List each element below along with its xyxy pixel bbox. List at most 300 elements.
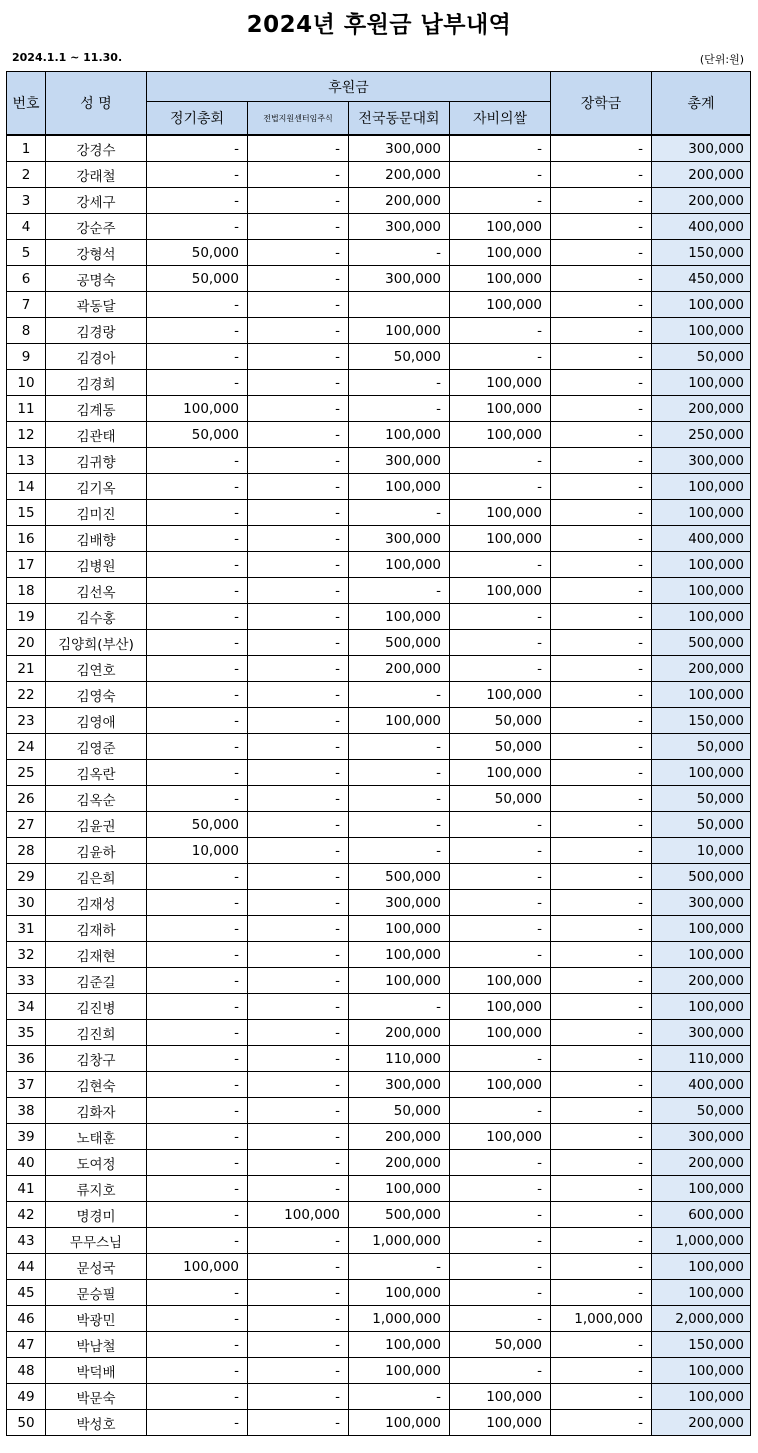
table-row (7, 188, 751, 214)
mercy-rice-amount: 100,000 (450, 994, 551, 1020)
total-amount: 100,000 (652, 604, 751, 630)
dharma-center-amount: - (248, 422, 349, 448)
donor-name: 김양희(부산) (46, 630, 147, 656)
alumni-meeting-amount: - (349, 500, 450, 526)
total-amount: 100,000 (652, 318, 751, 344)
scholarship-amount: - (551, 292, 652, 318)
donor-name: 문성국 (46, 1254, 147, 1280)
row-number: 28 (7, 838, 46, 864)
table-row (7, 1358, 751, 1384)
row-number: 27 (7, 812, 46, 838)
table-row (7, 1098, 751, 1124)
total-amount: 10,000 (652, 838, 751, 864)
dharma-center-amount: - (248, 734, 349, 760)
mercy-rice-amount: 100,000 (450, 578, 551, 604)
header-total: 총계 (652, 72, 751, 136)
donor-name: 김은희 (46, 864, 147, 890)
dharma-center-amount: - (248, 1254, 349, 1280)
total-amount: 1,000,000 (652, 1228, 751, 1254)
mercy-rice-amount: 100,000 (450, 1384, 551, 1410)
dharma-center-amount: - (248, 1124, 349, 1150)
total-amount: 500,000 (652, 864, 751, 890)
regular-meeting-amount: - (147, 370, 248, 396)
scholarship-amount: - (551, 656, 652, 682)
total-amount: 200,000 (652, 396, 751, 422)
mercy-rice-amount: - (450, 1202, 551, 1228)
total-amount: 400,000 (652, 214, 751, 240)
table-row (7, 370, 751, 396)
mercy-rice-amount: 100,000 (450, 968, 551, 994)
table-row (7, 292, 751, 318)
total-amount: 100,000 (652, 552, 751, 578)
mercy-rice-amount: - (450, 344, 551, 370)
alumni-meeting-amount: - (349, 1384, 450, 1410)
dharma-center-amount: - (248, 630, 349, 656)
mercy-rice-amount: - (450, 1098, 551, 1124)
row-number: 10 (7, 370, 46, 396)
alumni-meeting-amount: 200,000 (349, 1150, 450, 1176)
mercy-rice-amount: - (450, 188, 551, 214)
scholarship-amount: - (551, 240, 652, 266)
total-amount: 400,000 (652, 526, 751, 552)
total-amount: 100,000 (652, 474, 751, 500)
alumni-meeting-amount: 300,000 (349, 526, 450, 552)
regular-meeting-amount: 50,000 (147, 422, 248, 448)
scholarship-amount: - (551, 448, 652, 474)
alumni-meeting-amount: - (349, 1254, 450, 1280)
donor-name: 강순주 (46, 214, 147, 240)
alumni-meeting-amount: 50,000 (349, 1098, 450, 1124)
alumni-meeting-amount: 500,000 (349, 630, 450, 656)
dharma-center-amount: - (248, 1046, 349, 1072)
scholarship-amount: - (551, 1254, 652, 1280)
scholarship-amount: - (551, 630, 652, 656)
regular-meeting-amount: - (147, 292, 248, 318)
mercy-rice-amount: 100,000 (450, 1020, 551, 1046)
total-amount: 2,000,000 (652, 1306, 751, 1332)
donor-name: 김영준 (46, 734, 147, 760)
row-number: 7 (7, 292, 46, 318)
row-number: 31 (7, 916, 46, 942)
table-row (7, 812, 751, 838)
donor-name: 강형석 (46, 240, 147, 266)
donor-name: 류지호 (46, 1176, 147, 1202)
regular-meeting-amount: - (147, 500, 248, 526)
alumni-meeting-amount: 200,000 (349, 188, 450, 214)
table-row (7, 214, 751, 240)
mercy-rice-amount: 100,000 (450, 422, 551, 448)
alumni-meeting-amount: 1,000,000 (349, 1228, 450, 1254)
donor-name: 김연호 (46, 656, 147, 682)
table-row (7, 656, 751, 682)
scholarship-amount: - (551, 214, 652, 240)
row-number: 45 (7, 1280, 46, 1306)
row-number: 17 (7, 552, 46, 578)
alumni-meeting-amount: 100,000 (349, 604, 450, 630)
regular-meeting-amount: - (147, 864, 248, 890)
alumni-meeting-amount: 200,000 (349, 1124, 450, 1150)
scholarship-amount: - (551, 135, 652, 162)
total-amount: 110,000 (652, 1046, 751, 1072)
regular-meeting-amount: - (147, 1306, 248, 1332)
row-number: 20 (7, 630, 46, 656)
row-number: 11 (7, 396, 46, 422)
table-row (7, 1280, 751, 1306)
table-row (7, 604, 751, 630)
donor-name: 강래철 (46, 162, 147, 188)
row-number: 43 (7, 1228, 46, 1254)
total-amount: 100,000 (652, 1176, 751, 1202)
dharma-center-amount: - (248, 214, 349, 240)
alumni-meeting-amount: 300,000 (349, 1072, 450, 1098)
dharma-center-amount: - (248, 994, 349, 1020)
dharma-center-amount: - (248, 1072, 349, 1098)
row-number: 42 (7, 1202, 46, 1228)
total-amount: 200,000 (652, 968, 751, 994)
dharma-center-amount: - (248, 1176, 349, 1202)
scholarship-amount: - (551, 1358, 652, 1384)
mercy-rice-amount: 100,000 (450, 1410, 551, 1436)
table-row (7, 1176, 751, 1202)
table-row (7, 1410, 751, 1436)
mercy-rice-amount: - (450, 1176, 551, 1202)
donor-name: 김배향 (46, 526, 147, 552)
scholarship-amount: - (551, 890, 652, 916)
regular-meeting-amount: - (147, 916, 248, 942)
donor-name: 김창구 (46, 1046, 147, 1072)
scholarship-amount: - (551, 734, 652, 760)
regular-meeting-amount: - (147, 760, 248, 786)
mercy-rice-amount: - (450, 812, 551, 838)
alumni-meeting-amount: - (349, 838, 450, 864)
mercy-rice-amount: - (450, 916, 551, 942)
dharma-center-amount: - (248, 1280, 349, 1306)
table-header (7, 72, 751, 136)
total-amount: 200,000 (652, 656, 751, 682)
scholarship-amount: - (551, 1280, 652, 1306)
alumni-meeting-amount: 100,000 (349, 1410, 450, 1436)
table-row (7, 994, 751, 1020)
regular-meeting-amount: 10,000 (147, 838, 248, 864)
alumni-meeting-amount: 500,000 (349, 864, 450, 890)
dharma-center-amount: - (248, 474, 349, 500)
row-number: 8 (7, 318, 46, 344)
row-number: 33 (7, 968, 46, 994)
mercy-rice-amount: - (450, 890, 551, 916)
donor-name: 명경미 (46, 1202, 147, 1228)
table-row (7, 1254, 751, 1280)
row-number: 49 (7, 1384, 46, 1410)
donor-name: 곽동달 (46, 292, 147, 318)
mercy-rice-amount: - (450, 864, 551, 890)
alumni-meeting-amount: 300,000 (349, 266, 450, 292)
header-name: 성 명 (46, 72, 147, 136)
mercy-rice-amount: 50,000 (450, 708, 551, 734)
table-row (7, 1202, 751, 1228)
regular-meeting-amount: - (147, 734, 248, 760)
row-number: 21 (7, 656, 46, 682)
scholarship-amount: - (551, 1410, 652, 1436)
mercy-rice-amount: - (450, 604, 551, 630)
dharma-center-amount: - (248, 942, 349, 968)
row-number: 16 (7, 526, 46, 552)
total-amount: 100,000 (652, 578, 751, 604)
dharma-center-amount: - (248, 396, 349, 422)
total-amount: 100,000 (652, 1358, 751, 1384)
table-row (7, 786, 751, 812)
table-row (7, 968, 751, 994)
donor-name: 도여정 (46, 1150, 147, 1176)
dharma-center-amount: - (248, 448, 349, 474)
scholarship-amount: - (551, 760, 652, 786)
table-row (7, 1020, 751, 1046)
regular-meeting-amount: - (147, 968, 248, 994)
regular-meeting-amount: - (147, 214, 248, 240)
regular-meeting-amount: - (147, 942, 248, 968)
row-number: 30 (7, 890, 46, 916)
mercy-rice-amount: - (450, 942, 551, 968)
dharma-center-amount: - (248, 916, 349, 942)
alumni-meeting-amount: 300,000 (349, 890, 450, 916)
regular-meeting-amount: - (147, 604, 248, 630)
row-number: 5 (7, 240, 46, 266)
row-number: 13 (7, 448, 46, 474)
total-amount: 50,000 (652, 344, 751, 370)
row-number: 35 (7, 1020, 46, 1046)
donor-name: 김경랑 (46, 318, 147, 344)
mercy-rice-amount: - (450, 552, 551, 578)
dharma-center-amount: - (248, 1306, 349, 1332)
scholarship-amount: - (551, 266, 652, 292)
scholarship-amount: - (551, 1176, 652, 1202)
regular-meeting-amount: - (147, 1124, 248, 1150)
row-number: 25 (7, 760, 46, 786)
donor-name: 김진병 (46, 994, 147, 1020)
scholarship-amount: - (551, 1384, 652, 1410)
regular-meeting-amount: - (147, 474, 248, 500)
mercy-rice-amount: - (450, 448, 551, 474)
donation-table (6, 71, 751, 1436)
dharma-center-amount: - (248, 1358, 349, 1384)
table-row (7, 344, 751, 370)
donor-name: 김선옥 (46, 578, 147, 604)
donor-name: 김진희 (46, 1020, 147, 1046)
mercy-rice-amount: 100,000 (450, 396, 551, 422)
table-row (7, 734, 751, 760)
scholarship-amount: - (551, 916, 652, 942)
scholarship-amount: - (551, 552, 652, 578)
table-row (7, 552, 751, 578)
total-amount: 500,000 (652, 630, 751, 656)
scholarship-amount: - (551, 942, 652, 968)
scholarship-amount: - (551, 1046, 652, 1072)
dharma-center-amount: - (248, 552, 349, 578)
total-amount: 300,000 (652, 1124, 751, 1150)
scholarship-amount: - (551, 1228, 652, 1254)
regular-meeting-amount: 100,000 (147, 1254, 248, 1280)
row-number: 34 (7, 994, 46, 1020)
mercy-rice-amount: 100,000 (450, 214, 551, 240)
alumni-meeting-amount: 100,000 (349, 916, 450, 942)
regular-meeting-amount: 50,000 (147, 266, 248, 292)
dharma-center-amount: - (248, 604, 349, 630)
dharma-center-amount: - (248, 318, 349, 344)
row-number: 15 (7, 500, 46, 526)
regular-meeting-amount: - (147, 1046, 248, 1072)
scholarship-amount: - (551, 1202, 652, 1228)
unit-label: (단위:원) (699, 53, 744, 66)
donor-name: 김옥순 (46, 786, 147, 812)
scholarship-amount: - (551, 994, 652, 1020)
scholarship-amount: - (551, 526, 652, 552)
table-row (7, 266, 751, 292)
mercy-rice-amount: 100,000 (450, 526, 551, 552)
alumni-meeting-amount: 100,000 (349, 474, 450, 500)
total-amount: 50,000 (652, 1098, 751, 1124)
table-row (7, 240, 751, 266)
dharma-center-amount: - (248, 266, 349, 292)
regular-meeting-amount: - (147, 890, 248, 916)
mercy-rice-amount: - (450, 1150, 551, 1176)
table-row (7, 578, 751, 604)
dharma-center-amount: - (248, 812, 349, 838)
donor-name: 김재하 (46, 916, 147, 942)
table-row (7, 942, 751, 968)
row-number: 2 (7, 162, 46, 188)
regular-meeting-amount: - (147, 1358, 248, 1384)
alumni-meeting-amount: 300,000 (349, 214, 450, 240)
alumni-meeting-amount: 200,000 (349, 1020, 450, 1046)
row-number: 19 (7, 604, 46, 630)
alumni-meeting-amount: - (349, 578, 450, 604)
mercy-rice-amount: 100,000 (450, 1072, 551, 1098)
donor-name: 박남철 (46, 1332, 147, 1358)
mercy-rice-amount: - (450, 162, 551, 188)
dharma-center-amount: - (248, 1228, 349, 1254)
table-row (7, 630, 751, 656)
regular-meeting-amount: - (147, 135, 248, 162)
scholarship-amount: - (551, 1020, 652, 1046)
total-amount: 200,000 (652, 1150, 751, 1176)
dharma-center-amount: - (248, 890, 349, 916)
mercy-rice-amount: 50,000 (450, 786, 551, 812)
row-number: 39 (7, 1124, 46, 1150)
row-number: 36 (7, 1046, 46, 1072)
scholarship-amount: - (551, 1332, 652, 1358)
table-row (7, 1306, 751, 1332)
regular-meeting-amount: - (147, 1410, 248, 1436)
total-amount: 100,000 (652, 942, 751, 968)
regular-meeting-amount: - (147, 1072, 248, 1098)
scholarship-amount: - (551, 708, 652, 734)
table-row (7, 838, 751, 864)
scholarship-amount: - (551, 1124, 652, 1150)
row-number: 38 (7, 1098, 46, 1124)
donor-name: 박성호 (46, 1410, 147, 1436)
total-amount: 600,000 (652, 1202, 751, 1228)
dharma-center-amount: - (248, 1332, 349, 1358)
donor-name: 김기옥 (46, 474, 147, 500)
scholarship-amount: - (551, 968, 652, 994)
regular-meeting-amount: - (147, 552, 248, 578)
mercy-rice-amount: 100,000 (450, 370, 551, 396)
scholarship-amount: - (551, 812, 652, 838)
header-scholarship: 장학금 (551, 72, 652, 136)
regular-meeting-amount: - (147, 1202, 248, 1228)
mercy-rice-amount: 100,000 (450, 1124, 551, 1150)
alumni-meeting-amount: 110,000 (349, 1046, 450, 1072)
table-row (7, 500, 751, 526)
dharma-center-amount: 100,000 (248, 1202, 349, 1228)
row-number: 29 (7, 864, 46, 890)
table-row (7, 135, 751, 162)
table-row (7, 682, 751, 708)
donor-name: 김관태 (46, 422, 147, 448)
scholarship-amount: - (551, 838, 652, 864)
donor-name: 김윤권 (46, 812, 147, 838)
row-number: 9 (7, 344, 46, 370)
total-amount: 300,000 (652, 1020, 751, 1046)
scholarship-amount: - (551, 1098, 652, 1124)
donor-name: 김재성 (46, 890, 147, 916)
mercy-rice-amount: - (450, 838, 551, 864)
row-number: 22 (7, 682, 46, 708)
donor-name: 김미진 (46, 500, 147, 526)
donor-name: 문승필 (46, 1280, 147, 1306)
regular-meeting-amount: - (147, 318, 248, 344)
total-amount: 200,000 (652, 1410, 751, 1436)
header-alumni-meeting: 전국동문대회 (349, 102, 450, 136)
alumni-meeting-amount: - (349, 812, 450, 838)
mercy-rice-amount: - (450, 1306, 551, 1332)
scholarship-amount: - (551, 1150, 652, 1176)
mercy-rice-amount: - (450, 318, 551, 344)
table-row (7, 1046, 751, 1072)
alumni-meeting-amount: 100,000 (349, 318, 450, 344)
table-row (7, 162, 751, 188)
row-number: 48 (7, 1358, 46, 1384)
total-amount: 100,000 (652, 994, 751, 1020)
table-row (7, 864, 751, 890)
total-amount: 400,000 (652, 1072, 751, 1098)
scholarship-amount: - (551, 604, 652, 630)
dharma-center-amount: - (248, 1384, 349, 1410)
alumni-meeting-amount: 100,000 (349, 1176, 450, 1202)
alumni-meeting-amount: - (349, 994, 450, 1020)
donor-name: 김귀향 (46, 448, 147, 474)
alumni-meeting-amount: 300,000 (349, 135, 450, 162)
header-dharma-center: 전법지원센터임주식 (248, 102, 349, 136)
row-number: 37 (7, 1072, 46, 1098)
donor-name: 김준길 (46, 968, 147, 994)
alumni-meeting-amount: 100,000 (349, 968, 450, 994)
dharma-center-amount: - (248, 760, 349, 786)
table-row (7, 1384, 751, 1410)
total-amount: 100,000 (652, 682, 751, 708)
row-number: 44 (7, 1254, 46, 1280)
regular-meeting-amount: - (147, 162, 248, 188)
dharma-center-amount: - (248, 526, 349, 552)
header-donation-group: 후원금 (147, 72, 551, 102)
mercy-rice-amount: - (450, 135, 551, 162)
table-row (7, 708, 751, 734)
total-amount: 150,000 (652, 240, 751, 266)
total-amount: 100,000 (652, 292, 751, 318)
row-number: 18 (7, 578, 46, 604)
page-title: 2024년 후원금 납부내역 (246, 12, 512, 38)
total-amount: 100,000 (652, 1280, 751, 1306)
total-amount: 200,000 (652, 188, 751, 214)
